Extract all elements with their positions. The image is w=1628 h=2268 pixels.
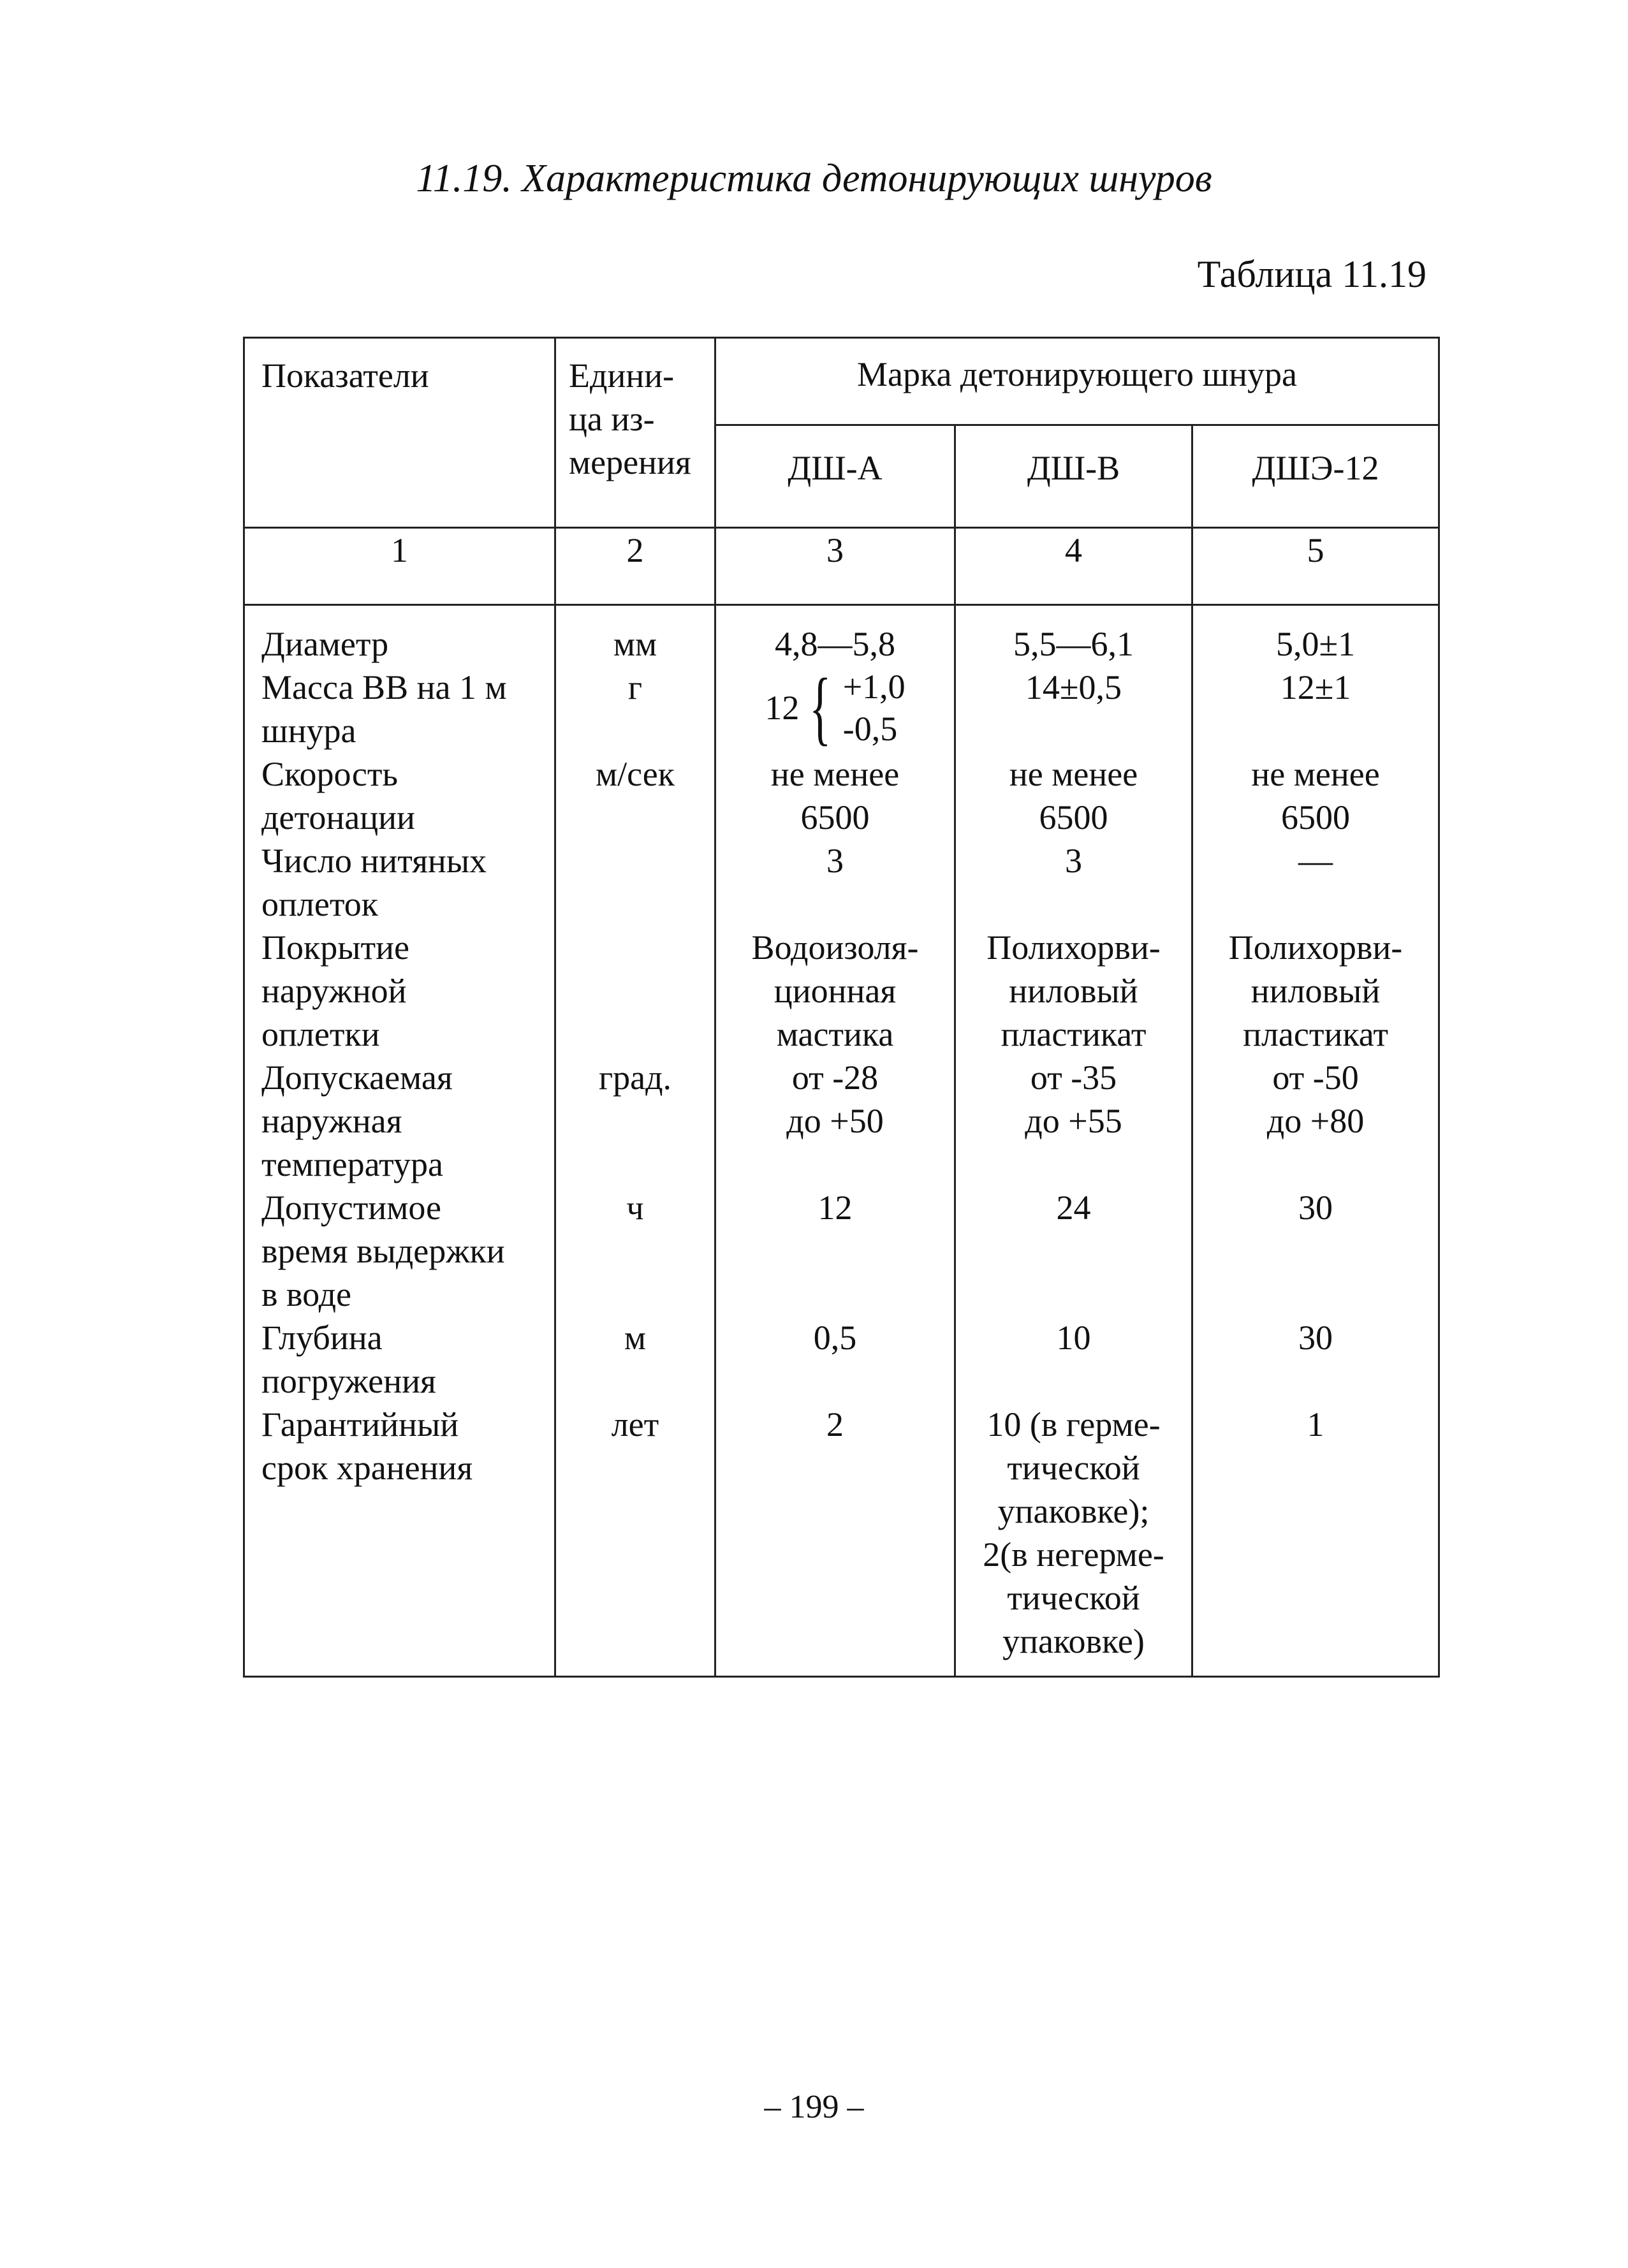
cell-value: 10 (в герме- тической упаковке); 2(в негерме- тической упаковке) bbox=[955, 1403, 1192, 1677]
cell-value: 12 bbox=[715, 1186, 955, 1316]
cell-value: — bbox=[1192, 839, 1439, 926]
brace-icon: { bbox=[809, 662, 832, 754]
cell-value: Водоизоля- ционная мастика bbox=[715, 926, 955, 1056]
row-unit bbox=[555, 926, 715, 1056]
cell-value: 30 bbox=[1192, 1186, 1439, 1316]
header-brand-dsh-a: ДШ-А bbox=[715, 425, 955, 528]
cell-value: 3 bbox=[715, 839, 955, 926]
row-name: Гарантийный срок хранения bbox=[244, 1403, 555, 1677]
row-name: Масса ВВ на 1 м шнура bbox=[244, 666, 555, 752]
cell-value: 4,8—5,8 bbox=[715, 605, 955, 666]
row-name: Покрытие наружной оплетки bbox=[244, 926, 555, 1056]
cell-value: 0,5 bbox=[715, 1316, 955, 1403]
page-number: – 199 – bbox=[764, 2089, 864, 2125]
row-name: Допускаемая наружная температура bbox=[244, 1056, 555, 1186]
table-label: Таблица 11.19 bbox=[1197, 253, 1426, 295]
tolerance-minus: -0,5 bbox=[842, 710, 898, 748]
row-unit: лет bbox=[555, 1403, 715, 1677]
cell-value: Полихорви- ниловый пластикат bbox=[955, 926, 1192, 1056]
column-number: 4 bbox=[955, 528, 1192, 605]
tolerance-plus: +1,0 bbox=[842, 668, 906, 706]
header-brand: Марка детонирующего шнура bbox=[715, 338, 1439, 425]
row-unit: мм bbox=[555, 605, 715, 666]
cell-value: не менее 6500 bbox=[715, 752, 955, 839]
cell-value: 5,5—6,1 bbox=[955, 605, 1192, 666]
cell-value: 14±0,5 bbox=[955, 666, 1192, 752]
row-unit: г bbox=[555, 666, 715, 752]
cell-value: от -35 до +55 bbox=[955, 1056, 1192, 1186]
row-unit: м/сек bbox=[555, 752, 715, 839]
row-unit: м bbox=[555, 1316, 715, 1403]
row-name: Число нитяных оплеток bbox=[244, 839, 555, 926]
cell-value: 24 bbox=[955, 1186, 1192, 1316]
table-row bbox=[244, 1186, 1439, 1316]
column-number: 2 bbox=[555, 528, 715, 605]
cell-value: от -50 до +80 bbox=[1192, 1056, 1439, 1186]
cell-value: Полихорви- ниловый пластикат bbox=[1192, 926, 1439, 1056]
row-name: Диаметр bbox=[244, 605, 555, 666]
row-unit: ч bbox=[555, 1186, 715, 1316]
row-unit bbox=[555, 839, 715, 926]
table-row bbox=[244, 1056, 1439, 1186]
page-title: 11.19. Характеристика детонирующих шнуров bbox=[416, 157, 1212, 200]
cell-value: не менее 6500 bbox=[1192, 752, 1439, 839]
cell-value: от -28 до +50 bbox=[715, 1056, 955, 1186]
column-number: 1 bbox=[244, 528, 555, 605]
specs-table bbox=[243, 337, 1440, 1678]
column-number: 3 bbox=[715, 528, 955, 605]
cell-value: 3 bbox=[955, 839, 1192, 926]
cell-value: 2 bbox=[715, 1403, 955, 1677]
table-row bbox=[244, 752, 1439, 839]
cell-value: 10 bbox=[955, 1316, 1192, 1403]
table-row bbox=[244, 605, 1439, 666]
table-row bbox=[244, 1316, 1439, 1403]
row-name: Глубина погружения bbox=[244, 1316, 555, 1403]
cell-value: 30 bbox=[1192, 1316, 1439, 1403]
cell-value: не менее 6500 bbox=[955, 752, 1192, 839]
cell-value: 5,0±1 bbox=[1192, 605, 1439, 666]
header-brand-dshe-12: ДШЭ-12 bbox=[1192, 425, 1439, 528]
table-body bbox=[244, 605, 1439, 1677]
table-row bbox=[244, 926, 1439, 1056]
table-row bbox=[244, 666, 1439, 752]
cell-value: 12±1 bbox=[1192, 666, 1439, 752]
row-name: Скорость детонации bbox=[244, 752, 555, 839]
row-unit: град. bbox=[555, 1056, 715, 1186]
cell-value bbox=[715, 662, 955, 754]
tolerance-base: 12 bbox=[765, 689, 800, 727]
tolerance-value bbox=[765, 662, 906, 754]
table-row bbox=[244, 839, 1439, 926]
column-number: 5 bbox=[1192, 528, 1439, 605]
row-name: Допустимое время выдержки в воде bbox=[244, 1186, 555, 1316]
table-row bbox=[244, 1403, 1439, 1677]
header-indicators: Показатели bbox=[244, 338, 555, 528]
cell-value: 1 bbox=[1192, 1403, 1439, 1677]
header-unit: Едини- ца из- мерения bbox=[555, 338, 715, 528]
header-brand-dsh-v: ДШ-В bbox=[955, 425, 1192, 528]
